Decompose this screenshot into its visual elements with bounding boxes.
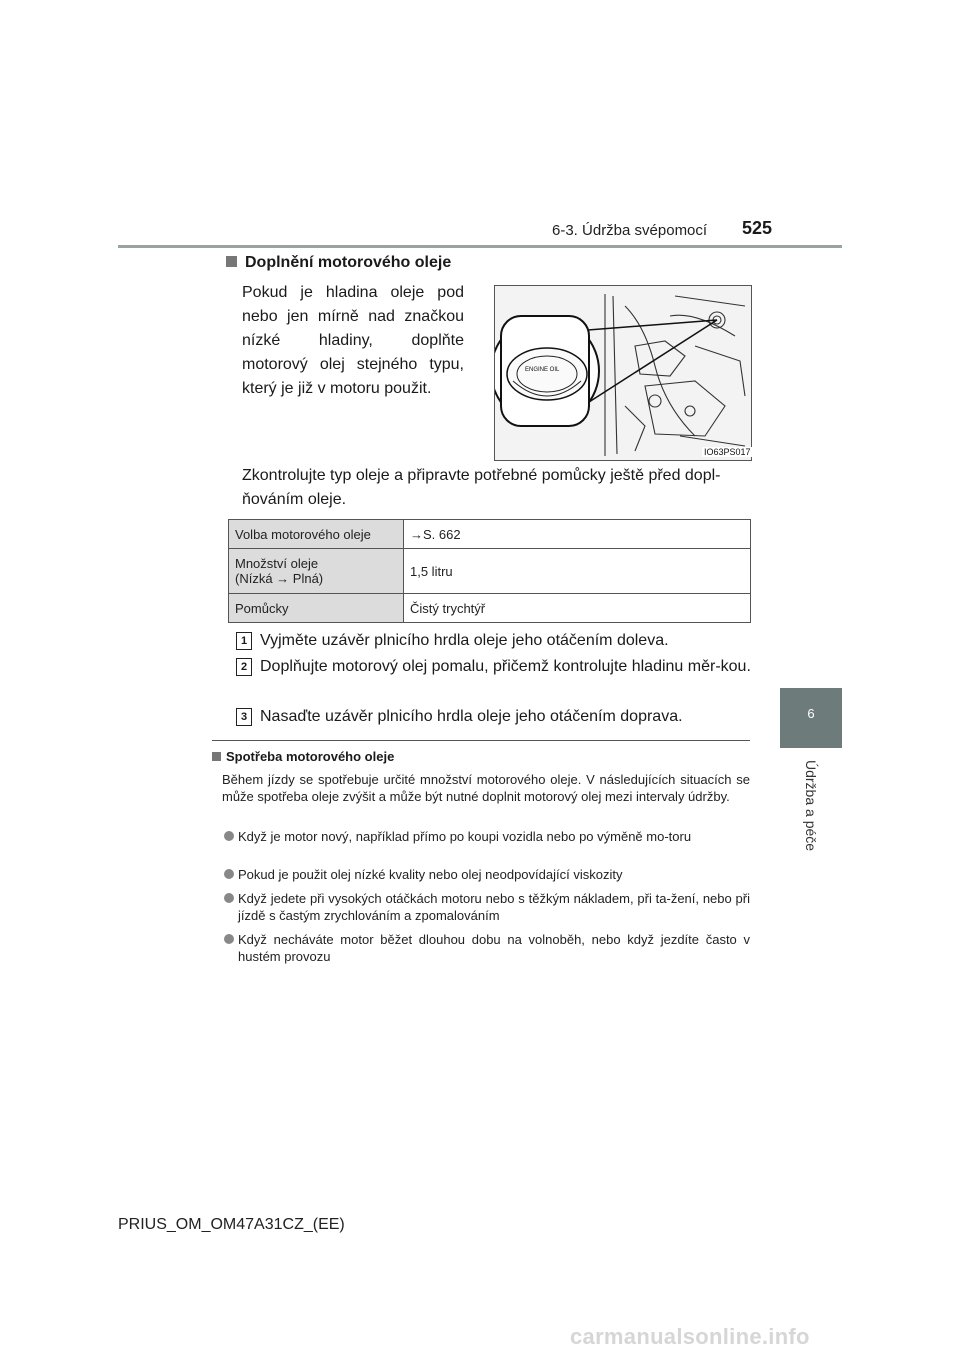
step-number: 2 bbox=[236, 658, 252, 676]
square-bullet-icon bbox=[226, 256, 237, 267]
table-row bbox=[229, 594, 751, 623]
bullet-icon bbox=[224, 869, 234, 879]
bullet-icon bbox=[224, 934, 234, 944]
list-item: Když necháváte motor běžet dlouhou dobu na volnoběh, nebo když jezdíte často v hustém provozu bbox=[222, 931, 750, 965]
note-body: Během jízdy se spotřebuje určité množství motorového oleje. V následujících situacích se může spotřeba oleje zvýšit a může být nutné doplnit motorový olej mezi intervaly údržby. bbox=[222, 772, 750, 804]
step-number: 3 bbox=[236, 708, 252, 726]
list-item: Když jedete při vysokých otáčkách motoru nebo s těžkým nákladem, při ta-žení, nebo při jízdě s častým zrychlováním a zpomalováním bbox=[222, 890, 750, 924]
list-item: Pokud je použit olej nízké kvality nebo olej neodpovídající viskozity bbox=[222, 866, 750, 883]
engine-oil-cap-figure bbox=[494, 285, 752, 461]
chapter-title: Údržba a péče bbox=[803, 760, 819, 852]
page-reference-link[interactable]: →S. 662 bbox=[404, 520, 751, 549]
check-paragraph: Zkontrolujte typ oleje a připravte potřebné pomůcky ještě před dopl-ňováním oleje. bbox=[242, 467, 721, 508]
chapter-number: 6 bbox=[807, 706, 815, 721]
bullet-icon bbox=[224, 831, 234, 841]
table-value: 1,5 litru bbox=[404, 549, 751, 594]
page-number: 525 bbox=[742, 218, 773, 238]
step-text: Nasaďte uzávěr plnicího hrdla oleje jeho otáčením doprava. bbox=[260, 708, 683, 725]
note-rule bbox=[212, 740, 750, 741]
section-title: Doplnění motorového oleje bbox=[226, 254, 451, 272]
square-bullet-icon bbox=[212, 752, 221, 761]
list-item: Když je motor nový, například přímo po koupi vozidla nebo po výměně mo-toru bbox=[222, 828, 750, 845]
table-row bbox=[229, 520, 751, 549]
document-code: PRIUS_OM_OM47A31CZ_(EE) bbox=[118, 1216, 345, 1233]
table-value: Čistý trychtýř bbox=[404, 594, 751, 623]
table-key: Pomůcky bbox=[229, 594, 404, 623]
cap-label: ENGINE OIL bbox=[525, 367, 560, 373]
step-text: Doplňujte motorový olej pomalu, přičemž kontrolujte hladinu měr-kou. bbox=[260, 658, 751, 675]
bullet-icon bbox=[224, 893, 234, 903]
table-key: Volba motorového oleje bbox=[229, 520, 404, 549]
figure-code: IO63PS017 bbox=[704, 447, 751, 457]
engine-bay-illustration bbox=[495, 286, 751, 460]
table-row bbox=[229, 549, 751, 594]
watermark: carmanualsonline.info bbox=[570, 1324, 810, 1349]
table-key: Množství oleje (Nízká → Plná) bbox=[229, 549, 404, 594]
oil-spec-table bbox=[228, 519, 751, 623]
running-header-section: 6-3. Údržba svépomocí bbox=[552, 222, 708, 239]
step-text: Vyjměte uzávěr plnicího hrdla oleje jeho otáčením doleva. bbox=[260, 632, 669, 649]
header-rule bbox=[118, 245, 842, 248]
note-title: Spotřeba motorového oleje bbox=[212, 749, 394, 764]
step-1 bbox=[236, 629, 756, 653]
step-number: 1 bbox=[236, 632, 252, 650]
step-2 bbox=[236, 655, 756, 679]
section-intro: Pokud je hladina oleje pod nebo jen mírně nad značkou nízké hladiny, doplňte motorový olej stejného typu, který je již v motoru použit. bbox=[242, 284, 464, 397]
step-3 bbox=[236, 705, 756, 729]
